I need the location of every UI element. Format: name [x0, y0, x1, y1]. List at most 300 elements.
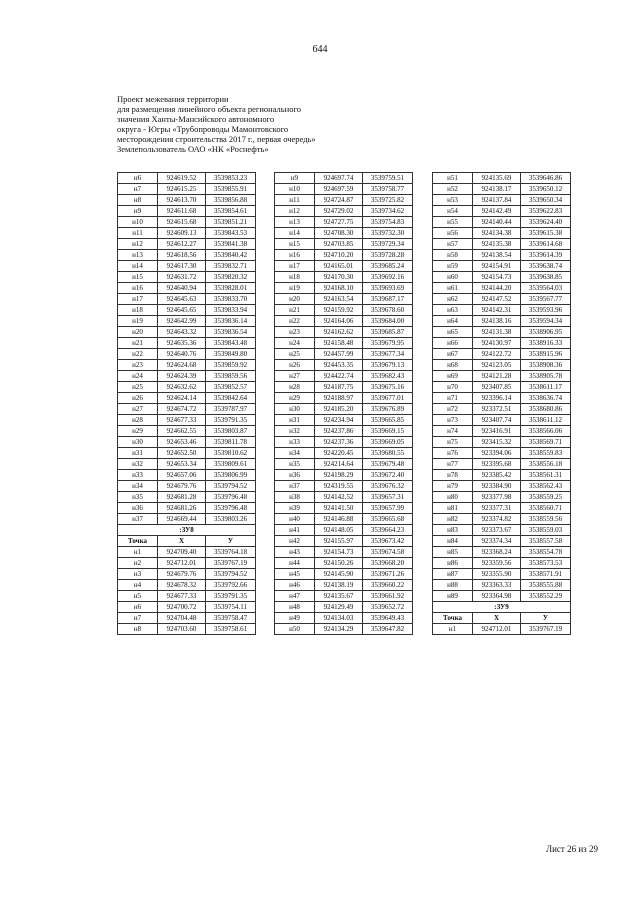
x-cell: 924134.29 — [315, 624, 363, 635]
table-header-row — [433, 613, 571, 624]
x-cell: 924185.20 — [315, 404, 363, 415]
x-cell: 924669.44 — [158, 514, 206, 525]
table-row — [433, 305, 571, 316]
table-row — [433, 624, 571, 635]
x-cell: 924724.87 — [315, 195, 363, 206]
x-cell: 924237.86 — [315, 426, 363, 437]
x-cell: 924137.84 — [473, 195, 521, 206]
table-row — [118, 569, 256, 580]
x-cell: 924710.20 — [315, 250, 363, 261]
x-cell: 924142.52 — [315, 492, 363, 503]
point-cell: н18 — [118, 305, 158, 316]
table-row — [118, 327, 256, 338]
table-row — [275, 569, 413, 580]
table-row — [118, 404, 256, 415]
point-cell: н81 — [433, 503, 473, 514]
y-cell: 3539856.88 — [206, 195, 256, 206]
y-cell: 3539759.51 — [363, 173, 413, 184]
point-cell: н25 — [118, 382, 158, 393]
point-cell: н29 — [118, 426, 158, 437]
point-cell: н37 — [118, 514, 158, 525]
y-cell: 3539791.35 — [206, 415, 256, 426]
point-cell: н31 — [275, 415, 315, 426]
point-cell: н51 — [433, 173, 473, 184]
table-row — [433, 316, 571, 327]
x-cell: 924165.01 — [315, 261, 363, 272]
table-row — [275, 294, 413, 305]
y-cell: 3538611.17 — [521, 382, 571, 393]
y-cell: 3539836.54 — [206, 327, 256, 338]
y-cell: 3538915.96 — [521, 349, 571, 360]
point-cell: н9 — [118, 206, 158, 217]
x-cell: 924154.73 — [315, 547, 363, 558]
y-cell: 3539675.16 — [363, 382, 413, 393]
table-row — [118, 613, 256, 624]
point-cell: н44 — [275, 558, 315, 569]
table-row — [118, 437, 256, 448]
y-cell: 3539685.87 — [363, 327, 413, 338]
y-cell: 3539828.01 — [206, 283, 256, 294]
table-row — [118, 360, 256, 371]
y-cell: 3539854.61 — [206, 206, 256, 217]
table-row — [275, 184, 413, 195]
table-row — [433, 503, 571, 514]
point-cell: н4 — [118, 580, 158, 591]
x-cell: 924681.28 — [158, 492, 206, 503]
x-cell: 924148.05 — [315, 525, 363, 536]
point-cell: н42 — [275, 536, 315, 547]
y-cell: 3539680.55 — [363, 448, 413, 459]
x-cell: 924188.97 — [315, 393, 363, 404]
x-cell: 924131.38 — [473, 327, 521, 338]
point-cell: н20 — [118, 327, 158, 338]
x-cell: 924135.38 — [473, 239, 521, 250]
column-header: Точка — [433, 613, 473, 624]
point-cell: н6 — [118, 173, 158, 184]
point-cell: н8 — [118, 195, 158, 206]
table-row — [118, 305, 256, 316]
table-row — [433, 371, 571, 382]
point-cell: н21 — [275, 305, 315, 316]
section-label: :ЗУ9 — [433, 602, 571, 613]
x-cell: 924677.33 — [158, 591, 206, 602]
point-cell: н16 — [118, 283, 158, 294]
y-cell: 3539652.72 — [363, 602, 413, 613]
point-cell: н34 — [118, 481, 158, 492]
x-cell: 924457.99 — [315, 349, 363, 360]
x-cell: 924662.55 — [158, 426, 206, 437]
table-row — [118, 206, 256, 217]
y-cell: 3539693.69 — [363, 283, 413, 294]
y-cell: 3538611.12 — [521, 415, 571, 426]
y-cell: 3538561.31 — [521, 470, 571, 481]
y-cell: 3539843.48 — [206, 338, 256, 349]
y-cell: 3539754.83 — [363, 217, 413, 228]
table-row — [275, 360, 413, 371]
table-row — [433, 426, 571, 437]
coordinates-table-1 — [117, 172, 256, 635]
x-cell: 923415.32 — [473, 437, 521, 448]
y-cell: 3538559.83 — [521, 448, 571, 459]
point-cell: н77 — [433, 459, 473, 470]
y-cell: 3539676.89 — [363, 404, 413, 415]
x-cell: 924619.52 — [158, 173, 206, 184]
y-cell: 3539650.34 — [521, 195, 571, 206]
x-cell: 924237.36 — [315, 437, 363, 448]
point-cell: н15 — [118, 272, 158, 283]
column-header: У — [206, 536, 256, 547]
x-cell: 924214.64 — [315, 459, 363, 470]
x-cell: 924615.25 — [158, 184, 206, 195]
point-cell: н43 — [275, 547, 315, 558]
table-row — [275, 316, 413, 327]
y-cell: 3539840.42 — [206, 250, 256, 261]
header-line: для размещения линейного объекта регионального — [117, 104, 301, 114]
table-row — [118, 316, 256, 327]
y-cell: 3539665.85 — [363, 415, 413, 426]
y-cell: 3539754.11 — [206, 602, 256, 613]
y-cell: 3539676.32 — [363, 481, 413, 492]
point-cell: н22 — [275, 316, 315, 327]
x-cell: 924624.39 — [158, 371, 206, 382]
point-cell: н10 — [118, 217, 158, 228]
table-row — [118, 503, 256, 514]
point-cell: н61 — [433, 283, 473, 294]
y-cell: 3539791.35 — [206, 591, 256, 602]
point-cell: н30 — [118, 437, 158, 448]
x-cell: 923368.24 — [473, 547, 521, 558]
x-cell: 924727.75 — [315, 217, 363, 228]
point-cell: н40 — [275, 514, 315, 525]
point-cell: н12 — [118, 239, 158, 250]
y-cell: 3539615.38 — [521, 228, 571, 239]
table-row — [118, 217, 256, 228]
y-cell: 3539647.82 — [363, 624, 413, 635]
point-cell: н23 — [275, 327, 315, 338]
table-row — [275, 536, 413, 547]
y-cell: 3539661.92 — [363, 591, 413, 602]
table-row — [118, 547, 256, 558]
table-row — [118, 228, 256, 239]
x-cell: 924679.76 — [158, 481, 206, 492]
point-cell: н32 — [275, 426, 315, 437]
point-cell: н34 — [275, 448, 315, 459]
y-cell: 3539567.77 — [521, 294, 571, 305]
y-cell: 3539859.92 — [206, 360, 256, 371]
y-cell: 3538559.56 — [521, 514, 571, 525]
table-row — [275, 613, 413, 624]
x-cell: 924141.50 — [315, 503, 363, 514]
header-line: Проект межевания территории — [117, 94, 229, 104]
y-cell: 3539669.05 — [363, 437, 413, 448]
point-cell: н8 — [118, 624, 158, 635]
table-row — [433, 195, 571, 206]
table-row — [118, 448, 256, 459]
point-cell: н7 — [118, 184, 158, 195]
point-cell: н19 — [275, 283, 315, 294]
x-cell: 924609.13 — [158, 228, 206, 239]
y-cell: 3539679.48 — [363, 459, 413, 470]
x-cell: 924611.68 — [158, 206, 206, 217]
table-row — [275, 239, 413, 250]
point-cell: н67 — [433, 349, 473, 360]
point-cell: н5 — [118, 591, 158, 602]
point-cell: н41 — [275, 525, 315, 536]
point-cell: н31 — [118, 448, 158, 459]
point-cell: н64 — [433, 316, 473, 327]
table-row — [118, 470, 256, 481]
table-row — [275, 404, 413, 415]
x-cell: 923373.67 — [473, 525, 521, 536]
table-row — [275, 283, 413, 294]
x-cell: 924138.17 — [473, 184, 521, 195]
table-row — [275, 415, 413, 426]
y-cell: 3539758.77 — [363, 184, 413, 195]
table-row — [275, 602, 413, 613]
table-row — [433, 184, 571, 195]
x-cell: 924677.33 — [158, 415, 206, 426]
y-cell: 3539849.80 — [206, 349, 256, 360]
table-row — [275, 272, 413, 283]
point-cell: н39 — [275, 503, 315, 514]
x-cell: 924147.52 — [473, 294, 521, 305]
x-cell: 924145.90 — [315, 569, 363, 580]
x-cell: 923364.98 — [473, 591, 521, 602]
x-cell: 924674.72 — [158, 404, 206, 415]
y-cell: 3538560.71 — [521, 503, 571, 514]
table-row — [433, 382, 571, 393]
x-cell: 924613.70 — [158, 195, 206, 206]
point-cell: н84 — [433, 536, 473, 547]
y-cell: 3539732.30 — [363, 228, 413, 239]
x-cell: 924154.73 — [473, 272, 521, 283]
point-cell: н11 — [275, 195, 315, 206]
point-cell: н58 — [433, 250, 473, 261]
table-row — [118, 184, 256, 195]
point-cell: н6 — [118, 602, 158, 613]
y-cell: 3539787.97 — [206, 404, 256, 415]
table-row — [275, 426, 413, 437]
x-cell: 924142.49 — [473, 206, 521, 217]
y-cell: 3539692.16 — [363, 272, 413, 283]
table-row — [118, 558, 256, 569]
table-row — [118, 261, 256, 272]
y-cell: 3538559.25 — [521, 492, 571, 503]
y-cell: 3539622.83 — [521, 206, 571, 217]
x-cell: 924729.02 — [315, 206, 363, 217]
table-row — [433, 437, 571, 448]
point-cell: н85 — [433, 547, 473, 558]
x-cell: 923374.82 — [473, 514, 521, 525]
table-row — [118, 371, 256, 382]
x-cell: 923385.42 — [473, 470, 521, 481]
table-row — [275, 217, 413, 228]
point-cell: н38 — [275, 492, 315, 503]
table-row — [118, 173, 256, 184]
y-cell: 3539646.86 — [521, 173, 571, 184]
y-cell: 3538557.58 — [521, 536, 571, 547]
y-cell: 3539594.34 — [521, 316, 571, 327]
column-header: X — [158, 536, 206, 547]
y-cell: 3539684.00 — [363, 316, 413, 327]
x-cell: 923363.33 — [473, 580, 521, 591]
table-row — [118, 514, 256, 525]
y-cell: 3538573.53 — [521, 558, 571, 569]
point-cell: н19 — [118, 316, 158, 327]
point-cell: н20 — [275, 294, 315, 305]
x-cell: 923407.85 — [473, 382, 521, 393]
x-cell: 923377.31 — [473, 503, 521, 514]
point-cell: н28 — [118, 415, 158, 426]
y-cell: 3539811.78 — [206, 437, 256, 448]
table-row — [433, 217, 571, 228]
point-cell: н29 — [275, 393, 315, 404]
x-cell: 924678.32 — [158, 580, 206, 591]
x-cell: 924140.44 — [473, 217, 521, 228]
x-cell: 924164.06 — [315, 316, 363, 327]
table-row — [275, 492, 413, 503]
x-cell: 924712.01 — [158, 558, 206, 569]
point-cell: н24 — [275, 338, 315, 349]
table-row — [118, 195, 256, 206]
x-cell: 924624.68 — [158, 360, 206, 371]
point-cell: н27 — [118, 404, 158, 415]
table-row — [433, 481, 571, 492]
y-cell: 3538905.78 — [521, 371, 571, 382]
coordinates-table-2 — [274, 172, 413, 635]
y-cell: 3539794.52 — [206, 569, 256, 580]
point-cell: н21 — [118, 338, 158, 349]
table-row — [275, 437, 413, 448]
x-cell: 924162.62 — [315, 327, 363, 338]
y-cell: 3539650.12 — [521, 184, 571, 195]
y-cell: 3539734.62 — [363, 206, 413, 217]
point-cell: н52 — [433, 184, 473, 195]
table-row — [118, 272, 256, 283]
table-row — [118, 294, 256, 305]
point-cell: н35 — [118, 492, 158, 503]
y-cell: 3539809.61 — [206, 459, 256, 470]
y-cell: 3539687.17 — [363, 294, 413, 305]
point-cell: н79 — [433, 481, 473, 492]
point-cell: н88 — [433, 580, 473, 591]
point-cell: н65 — [433, 327, 473, 338]
x-cell: 923395.68 — [473, 459, 521, 470]
x-cell: 923377.98 — [473, 492, 521, 503]
table-row — [275, 338, 413, 349]
point-cell: н45 — [275, 569, 315, 580]
y-cell: 3539564.03 — [521, 283, 571, 294]
x-cell: 924697.74 — [315, 173, 363, 184]
table-row — [433, 569, 571, 580]
point-cell: н56 — [433, 228, 473, 239]
y-cell: 3539624.40 — [521, 217, 571, 228]
table-row — [275, 481, 413, 492]
table-row — [118, 283, 256, 294]
x-cell: 924645.65 — [158, 305, 206, 316]
x-cell: 923396.14 — [473, 393, 521, 404]
x-cell: 924123.05 — [473, 360, 521, 371]
y-cell: 3539672.40 — [363, 470, 413, 481]
x-cell: 924129.49 — [315, 602, 363, 613]
x-cell: 924703.60 — [158, 624, 206, 635]
section-row — [433, 602, 571, 613]
y-cell: 3539682.43 — [363, 371, 413, 382]
y-cell: 3539664.23 — [363, 525, 413, 536]
x-cell: 924134.03 — [315, 613, 363, 624]
y-cell: 3538571.91 — [521, 569, 571, 580]
table-row — [118, 393, 256, 404]
point-cell: н14 — [118, 261, 158, 272]
table-row — [275, 503, 413, 514]
x-cell: 924135.67 — [315, 591, 363, 602]
table-row — [433, 514, 571, 525]
table-row — [433, 173, 571, 184]
y-cell: 3539767.19 — [521, 624, 571, 635]
y-cell: 3539806.99 — [206, 470, 256, 481]
x-cell: 924635.36 — [158, 338, 206, 349]
y-cell: 3539638.85 — [521, 272, 571, 283]
x-cell: 924712.01 — [473, 624, 521, 635]
table-row — [118, 338, 256, 349]
table-row — [433, 415, 571, 426]
x-cell: 924615.68 — [158, 217, 206, 228]
point-cell: н53 — [433, 195, 473, 206]
point-cell: н14 — [275, 228, 315, 239]
x-cell: 924121.28 — [473, 371, 521, 382]
point-cell: н76 — [433, 448, 473, 459]
point-cell: н73 — [433, 415, 473, 426]
y-cell: 3539660.22 — [363, 580, 413, 591]
table-row — [118, 415, 256, 426]
point-cell: н48 — [275, 602, 315, 613]
table-row — [275, 250, 413, 261]
y-cell: 3539764.18 — [206, 547, 256, 558]
x-cell: 924122.72 — [473, 349, 521, 360]
x-cell: 924144.20 — [473, 283, 521, 294]
table-row — [433, 525, 571, 536]
y-cell: 3538906.95 — [521, 327, 571, 338]
y-cell: 3539673.42 — [363, 536, 413, 547]
point-cell: н1 — [433, 624, 473, 635]
x-cell: 924645.63 — [158, 294, 206, 305]
x-cell: 924138.19 — [315, 580, 363, 591]
table-row — [118, 382, 256, 393]
point-cell: н32 — [118, 459, 158, 470]
y-cell: 3539853.23 — [206, 173, 256, 184]
point-cell: н69 — [433, 371, 473, 382]
point-cell: н25 — [275, 349, 315, 360]
point-cell: н80 — [433, 492, 473, 503]
y-cell: 3539677.34 — [363, 349, 413, 360]
point-cell: н26 — [275, 360, 315, 371]
y-cell: 3538569.71 — [521, 437, 571, 448]
y-cell: 3539593.96 — [521, 305, 571, 316]
page-number: 644 — [312, 44, 328, 55]
x-cell: 924640.94 — [158, 283, 206, 294]
x-cell: 924708.30 — [315, 228, 363, 239]
y-cell: 3539679.13 — [363, 360, 413, 371]
table-header-row — [118, 536, 256, 547]
x-cell: 923355.90 — [473, 569, 521, 580]
table-row — [275, 228, 413, 239]
x-cell: 924187.75 — [315, 382, 363, 393]
table-row — [275, 558, 413, 569]
point-cell: н78 — [433, 470, 473, 481]
x-cell: 924150.26 — [315, 558, 363, 569]
table-row — [275, 448, 413, 459]
table-row — [433, 206, 571, 217]
